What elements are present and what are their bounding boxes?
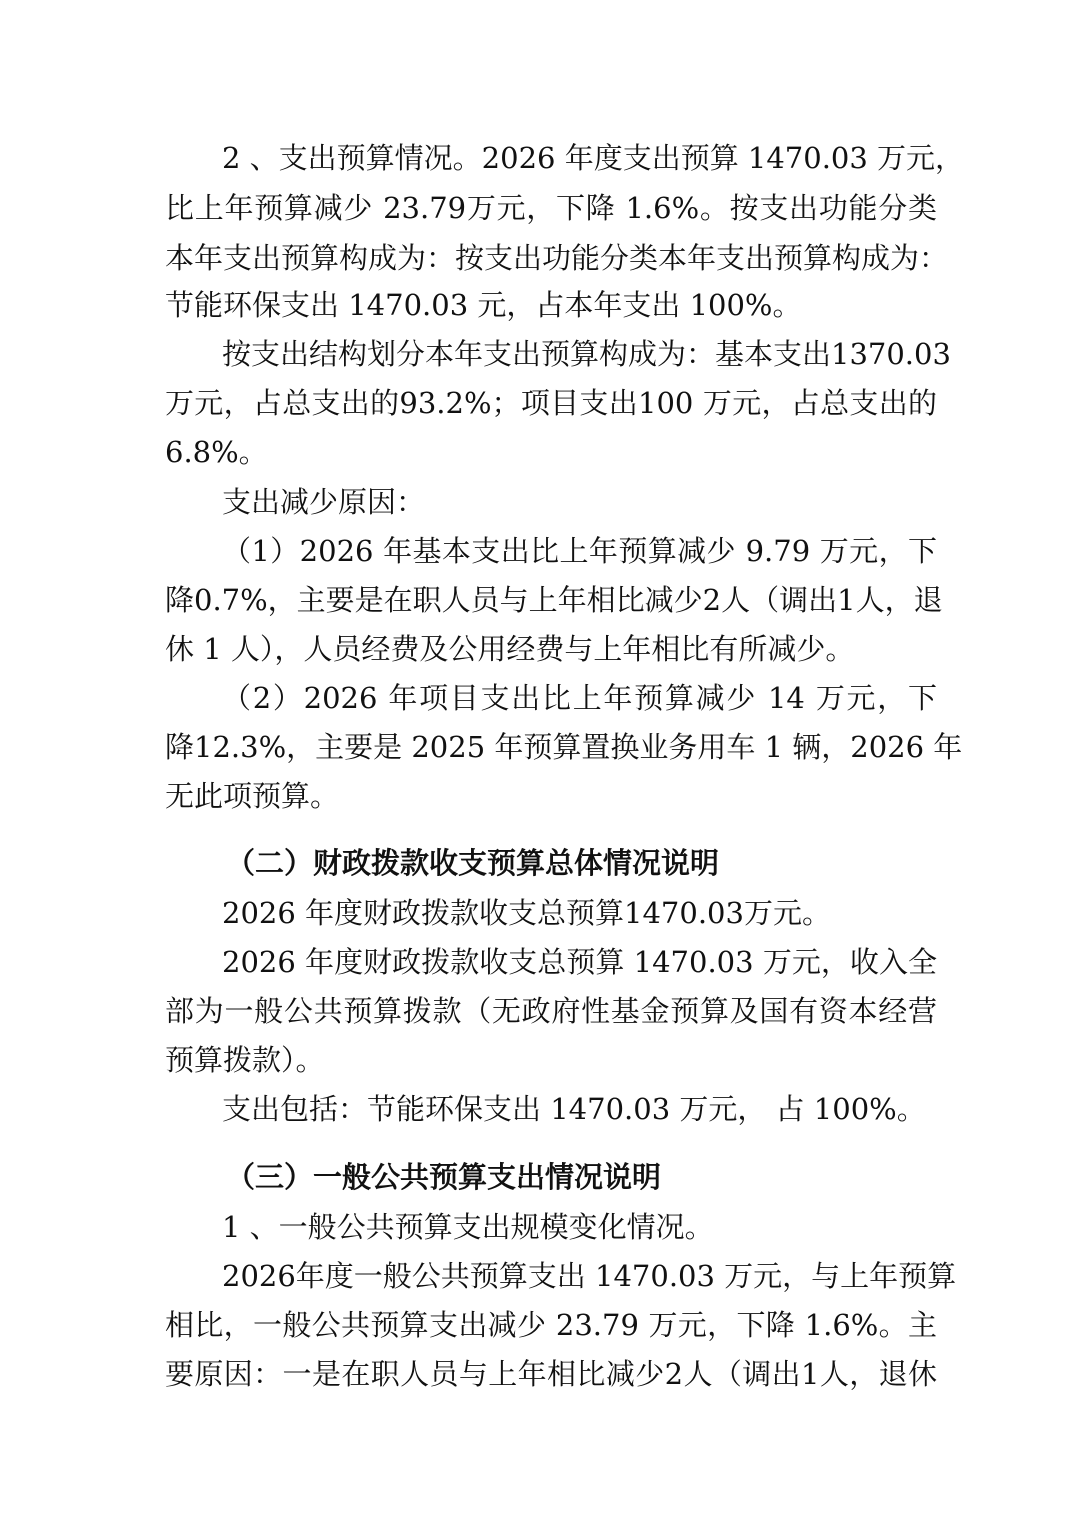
section-heading: （二）财政拨款收支预算总体情况说明 [226, 846, 720, 880]
section-heading: （三）一般公共预算支出情况说明 [226, 1160, 662, 1194]
paragraph-line: 节能环保支出 1470.03 元，占本年支出 100%。 [165, 288, 802, 322]
paragraph-line: （2）2026 年项目支出比上年预算减少 14 万元，下 [222, 681, 937, 715]
paragraph-line: 预算拨款）。 [165, 1043, 325, 1077]
paragraph-line: 2026 年度财政拨款收支总预算 1470.03 万元，收入全 [222, 945, 937, 979]
paragraph-line: 部为一般公共预算拨款（无政府性基金预算及国有资本经营 [165, 994, 937, 1028]
paragraph-line: 降12.3%，主要是 2025 年预算置换业务用车 1 辆，2026 年 [165, 730, 963, 764]
paragraph-line: 支出包括：节能环保支出 1470.03 万元， 占 100%。 [222, 1092, 926, 1126]
paragraph-line: 比上年预算减少 23.79万元，下降 1.6%。按支出功能分类 [165, 191, 937, 225]
paragraph-line: 本年支出预算构成为：按支出功能分类本年支出预算构成为： [165, 241, 949, 275]
paragraph-line: 无此项预算。 [165, 779, 340, 813]
paragraph-line: 休 1 人），人员经费及公用经费与上年相比有所减少。 [165, 632, 855, 666]
paragraph-line: 万元，占总支出的93.2%；项目支出100 万元，占总支出的 [165, 386, 937, 420]
paragraph-line: 支出减少原因： [222, 485, 426, 519]
paragraph-line: 1 、一般公共预算支出规模变化情况。 [222, 1210, 714, 1244]
paragraph-line: 要原因：一是在职人员与上年相比减少2人（调出1人，退休 [165, 1357, 937, 1391]
paragraph-line: 相比，一般公共预算支出减少 23.79 万元，下降 1.6%。主 [165, 1308, 937, 1342]
paragraph-line: （1）2026 年基本支出比上年预算减少 9.79 万元，下 [222, 534, 937, 568]
paragraph-line: 2026 年度财政拨款收支总预算1470.03万元。 [222, 896, 831, 930]
paragraph-line: 按支出结构划分本年支出预算构成为：基本支出1370.03 [222, 337, 951, 371]
paragraph-line: 2 、支出预算情况。2026 年度支出预算 1470.03 万元， [222, 141, 965, 175]
paragraph-line: 6.8%。 [165, 435, 268, 469]
paragraph-line: 2026年度一般公共预算支出 1470.03 万元，与上年预算 [222, 1259, 957, 1293]
paragraph-line: 降0.7%，主要是在职人员与上年相比减少2人（调出1人，退 [165, 583, 943, 617]
